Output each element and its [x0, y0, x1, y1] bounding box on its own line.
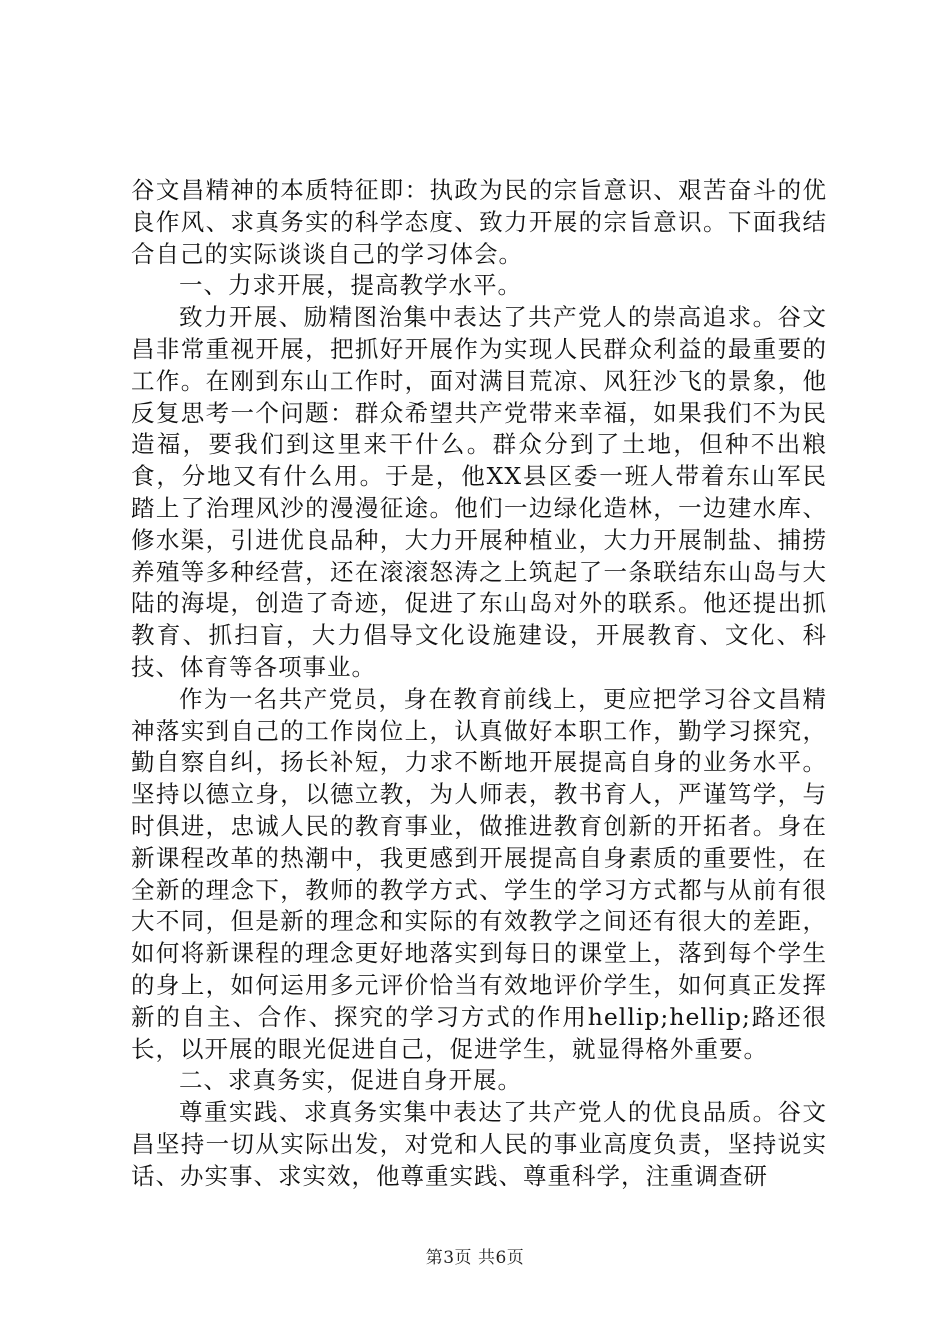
paragraph-teacher-reflection: 作为一名共产党员，身在教育前线上，更应把学习谷文昌精神落实到自己的工作岗位上，认真做好本职工作，勤学习探究，勤自察自纠，扬长补短，力求不断地开展提高自身的业务水平。坚持以德立身，以德立教，为人师表，教书育人，严谨笃学，与时俱进，忠诚人民的教育事业，做推进教育创新的开拓者。身在新课程改革的热潮中，我更感到开展提高自身素质的重要性，在全新的理念下，教师的教学方式、学生的学习方式都与从前有很大不同，但是新的理念和实际的有效教学之间还有很大的差距，如何将新课程的理念更好地落实到每日的课堂上，落到每个学生的身上，如何运用多元评价恰当有效地评价学生，如何真正发挥新的自主、合作、探究的学习方式的作用hellip;hellip;路还很长，以开展的眼光促进自己，促进学生，就显得格外重要。 [131, 684, 827, 1063]
document-body [131, 175, 827, 1193]
paragraph-intro: 谷文昌精神的本质特征即：执政为民的宗旨意识、艰苦奋斗的优良作风、求真务实的科学态度、致力开展的宗旨意识。下面我结合自己的实际谈谈自己的学习体会。 [131, 176, 827, 268]
paragraph-development: 致力开展、励精图治集中表达了共产党人的崇高追求。谷文昌非常重视开展，把抓好开展作为实现人民群众利益的最重要的工作。在刚到东山工作时，面对满目荒凉、风狂沙飞的景象，他反复思考一个问题：群众希望共产党带来幸福，如果我们不为民造福，要我们到这里来干什么。群众分到了土地，但种不出粮食，分地又有什么用。于是，他XX县区委一班人带着东山军民踏上了治理风沙的漫漫征途。他们一边绿化造林，一边建水库、修水渠，引进优良品种，大力开展种植业，大力开展制盐、捕捞养殖等多种经营，还在滚滚怒涛之上筑起了一条联结东山岛与大陆的海堤，创造了奇迹，促进了东山岛对外的联系。他还提出抓教育、抓扫盲，大力倡导文化设施建设，开展教育、文化、科技、体育等各项事业。 [131, 303, 827, 681]
page-number-footer: 第3页 共6页 [425, 1248, 525, 1268]
section-heading-2: 二、求真务实，促进自身开展。 [179, 1066, 522, 1095]
section-heading-1: 一、力求开展，提高教学水平。 [179, 271, 522, 300]
paragraph-practice: 尊重实践、求真务实集中表达了共产党人的优良品质。谷文昌坚持一切从实际出发，对党和人民的事业高度负责，坚持说实话、办实事、求实效，他尊重实践、尊重科学，注重调查研 [131, 1098, 827, 1190]
